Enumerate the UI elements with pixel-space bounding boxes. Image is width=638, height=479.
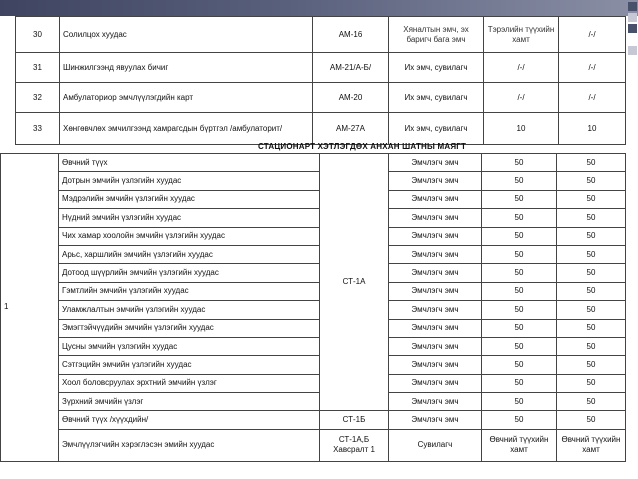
table-row xyxy=(1,209,626,227)
retention-value: 50 xyxy=(557,356,626,374)
form-name: Амбулаториор эмчлүүлэгдийн карт xyxy=(60,83,313,113)
retention-value: 50 xyxy=(557,393,626,411)
table-row xyxy=(1,337,626,355)
table-row xyxy=(1,282,626,300)
filled-by: Эмчлэгч эмч xyxy=(389,209,482,227)
form-name: Өвчний түүх xyxy=(59,154,320,172)
retention-value: 50 xyxy=(557,172,626,190)
form-code: АМ-27А xyxy=(313,113,389,145)
retention-value: 50 xyxy=(482,356,557,374)
filled-by: Эмчлэгч эмч xyxy=(389,172,482,190)
retention-value: 50 xyxy=(482,411,557,429)
retention-value: 50 xyxy=(557,245,626,263)
form-name: Сэтгэцийн эмчийн үзлэгийн хуудас xyxy=(59,356,320,374)
filled-by: Их эмч, сувилагч xyxy=(389,83,484,113)
retention-value: 50 xyxy=(557,374,626,392)
retention-value: 50 xyxy=(482,227,557,245)
row-number: 33 xyxy=(16,113,60,145)
form-name: Хөнгөвчлөх эмчилгээнд хамрагсдын бүртгэл /амбулаторит/ xyxy=(60,113,313,145)
table-row xyxy=(1,411,626,429)
retention-value: 50 xyxy=(482,172,557,190)
table-row xyxy=(1,393,626,411)
form-name: Дотрын эмчийн үзлэгийн хуудас xyxy=(59,172,320,190)
retention-value: 50 xyxy=(482,245,557,263)
retention-period: 10 xyxy=(484,113,559,145)
form-name: Уламжлалтын эмчийн үзлэгийн хуудас xyxy=(59,301,320,319)
table-row xyxy=(1,154,626,172)
group-number: 1 xyxy=(1,154,59,462)
filled-by: Их эмч, сувилагч xyxy=(389,113,484,145)
form-name: Шинжилгээнд явуулах бичиг xyxy=(60,53,313,83)
filled-by: Эмчлэгч эмч xyxy=(389,393,482,411)
form-name: Солилцох хуудас xyxy=(60,17,313,53)
retention-value: 50 xyxy=(557,301,626,319)
row-number: 32 xyxy=(16,83,60,113)
retention-value: 50 xyxy=(482,301,557,319)
deco-square xyxy=(628,13,637,22)
row-number: 31 xyxy=(16,53,60,83)
filled-by: Эмчлэгч эмч xyxy=(389,374,482,392)
retention-value: 50 xyxy=(557,154,626,172)
filled-by: Эмчлэгч эмч xyxy=(389,227,482,245)
filled-by: Эмчлэгч эмч xyxy=(389,411,482,429)
form-name: Нүдний эмчийн үзлэгийн хуудас xyxy=(59,209,320,227)
filled-by: Эмчлэгч эмч xyxy=(389,245,482,263)
retention-value: 50 xyxy=(482,209,557,227)
form-code: АМ-21/А-Б/ xyxy=(313,53,389,83)
form-name: Эмэгтэйчүүдийн эмчийн үзлэгийн хуудас xyxy=(59,319,320,337)
deco-square xyxy=(628,46,637,55)
form-code xyxy=(320,429,389,461)
table-row xyxy=(1,429,626,461)
table-row xyxy=(1,190,626,208)
filled-by: Эмчлэгч эмч xyxy=(389,282,482,300)
deco-square xyxy=(628,2,637,11)
inpatient-forms-table xyxy=(0,153,626,462)
retention-value: 50 xyxy=(482,264,557,282)
retention-value: 50 xyxy=(482,374,557,392)
retention-period: /-/ xyxy=(484,53,559,83)
filled-by: Сувилагч xyxy=(389,429,482,461)
retention-value: Өвчний түүхийн хамт xyxy=(482,429,557,461)
form-code: АМ-20 xyxy=(313,83,389,113)
form-name: Хоол боловсруулах эрхтний эмчийн үзлэг xyxy=(59,374,320,392)
top-forms-table xyxy=(15,16,626,145)
table-row xyxy=(16,53,626,83)
slide-header-bar xyxy=(0,0,638,16)
retention-value: 50 xyxy=(557,337,626,355)
retention-value: 50 xyxy=(482,190,557,208)
retention-value: 50 xyxy=(557,319,626,337)
retention-period: /-/ xyxy=(484,83,559,113)
table-row xyxy=(16,17,626,53)
table-row xyxy=(1,264,626,282)
filled-by: Эмчлэгч эмч xyxy=(389,319,482,337)
filled-by: Эмчлэгч эмч xyxy=(389,337,482,355)
filled-by: Эмчлэгч эмч xyxy=(389,264,482,282)
table-row xyxy=(1,227,626,245)
retention-value: 50 xyxy=(557,209,626,227)
filled-by: Хяналтын эмч, эх баригч бага эмч xyxy=(389,17,484,53)
filled-by: Эмчлэгч эмч xyxy=(389,301,482,319)
retention-value: 10 xyxy=(559,113,626,145)
retention-value: 50 xyxy=(482,337,557,355)
filled-by: Эмчлэгч эмч xyxy=(389,190,482,208)
retention-value: /-/ xyxy=(559,83,626,113)
table-row xyxy=(16,83,626,113)
retention-value: 50 xyxy=(557,190,626,208)
retention-value: 50 xyxy=(482,393,557,411)
deco-square xyxy=(628,24,637,33)
table-row xyxy=(1,245,626,263)
form-name: Мэдрэлийн эмчийн үзлэгийн хуудас xyxy=(59,190,320,208)
row-number: 30 xyxy=(16,17,60,53)
form-name: Дотоод шүүрлийн эмчийн үзлэгийн хуудас xyxy=(59,264,320,282)
table-row xyxy=(1,374,626,392)
table-row xyxy=(16,113,626,145)
form-code-line: СТ-1А,Б xyxy=(338,435,370,445)
retention-value: 50 xyxy=(482,154,557,172)
retention-value: 50 xyxy=(482,282,557,300)
retention-value: 50 xyxy=(557,411,626,429)
filled-by: Эмчлэгч эмч xyxy=(389,356,482,374)
section-title: СТАЦИОНАРТ ХЭТЛЭГДӨХ АНХАН ШАТНЫ МАЯГТ xyxy=(258,142,467,151)
form-code-line: Хавсралт 1 xyxy=(333,445,375,455)
retention-value: /-/ xyxy=(559,53,626,83)
filled-by: Эмчлэгч эмч xyxy=(389,154,482,172)
form-name: Чих хамар хоолойн эмчийн үзлэгийн хуудас xyxy=(59,227,320,245)
form-code: СТ-1А xyxy=(320,154,389,411)
form-name: Эмчлүүлэгчийн хэрэглэсэн эмийн хуудас xyxy=(59,429,320,461)
retention-value: 50 xyxy=(557,227,626,245)
form-name: Зүрхний эмчийн үзлэг xyxy=(59,393,320,411)
retention-period: Тэрэлийн түүхийн хамт xyxy=(484,17,559,53)
retention-value: 50 xyxy=(557,282,626,300)
table-row xyxy=(1,301,626,319)
table-row xyxy=(1,356,626,374)
table-row xyxy=(1,319,626,337)
form-name: Гэмтлийн эмчийн үзлэгийн хуудас xyxy=(59,282,320,300)
filled-by: Их эмч, сувилагч xyxy=(389,53,484,83)
form-name: Цусны эмчийн үзлэгийн хуудас xyxy=(59,337,320,355)
retention-value: 50 xyxy=(557,264,626,282)
retention-value: 50 xyxy=(482,319,557,337)
form-code: АМ-16 xyxy=(313,17,389,53)
form-code: СТ-1Б xyxy=(320,411,389,429)
form-name: Арьс, харшлийн эмчийн үзлэгийн хуудас xyxy=(59,245,320,263)
table-row xyxy=(1,172,626,190)
retention-value: /-/ xyxy=(559,17,626,53)
form-name: Өвчний түүх /хүүхдийн/ xyxy=(59,411,320,429)
retention-value: Өвчний түүхийн хамт xyxy=(557,429,626,461)
